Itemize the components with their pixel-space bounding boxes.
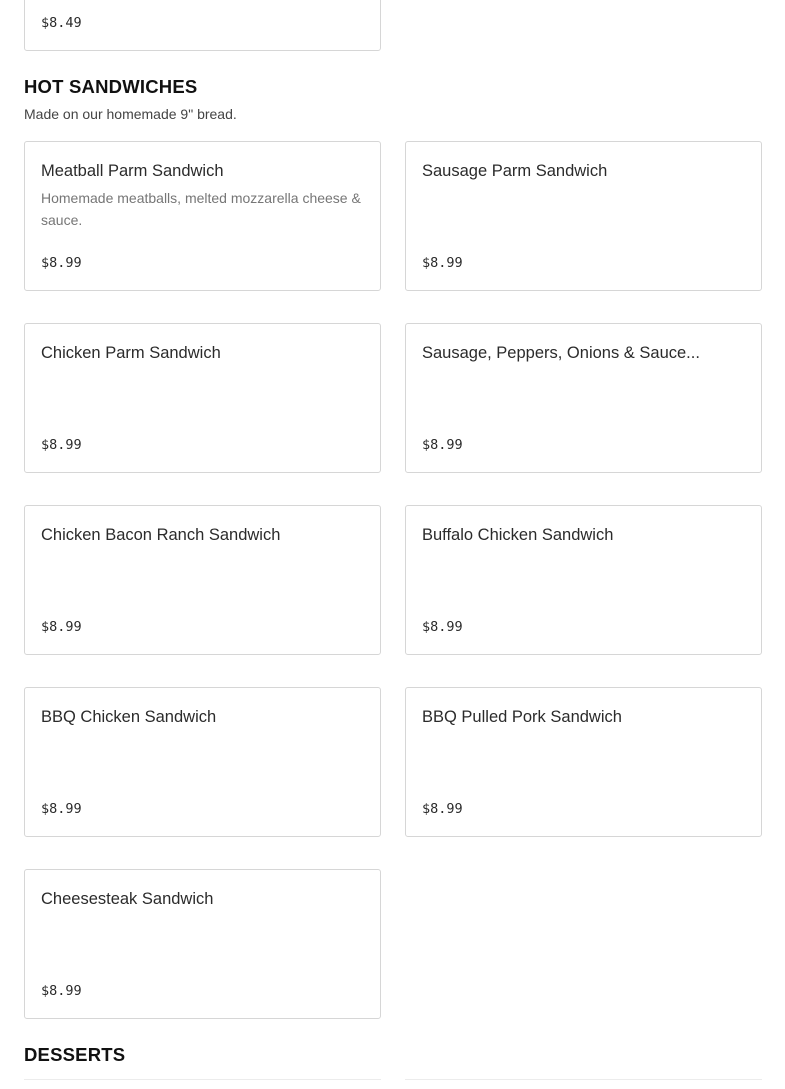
item-name: Meatball Parm Sandwich bbox=[41, 162, 224, 180]
item-name: Sausage, Peppers, Onions & Sauce... bbox=[422, 344, 700, 362]
menu-item-card[interactable] bbox=[24, 687, 381, 837]
item-name: Buffalo Chicken Sandwich bbox=[422, 526, 614, 544]
menu-item-card[interactable] bbox=[405, 505, 762, 655]
menu-item-card[interactable] bbox=[24, 141, 381, 291]
item-price: $8.99 bbox=[41, 983, 82, 999]
section-title-desserts: DESSERTS bbox=[24, 1044, 126, 1065]
item-price: $8.99 bbox=[422, 255, 463, 271]
menu-item-card[interactable] bbox=[405, 687, 762, 837]
item-name: Cheesesteak Sandwich bbox=[41, 890, 214, 908]
item-name: Chicken Bacon Ranch Sandwich bbox=[41, 526, 281, 544]
menu-item-card[interactable] bbox=[405, 141, 762, 291]
menu-item-card[interactable] bbox=[24, 0, 381, 51]
menu-item-card-edge[interactable] bbox=[24, 1079, 381, 1089]
item-price: $8.99 bbox=[41, 255, 82, 271]
item-name: Chicken Parm Sandwich bbox=[41, 344, 221, 362]
menu-item-card[interactable] bbox=[405, 323, 762, 473]
menu-item-card[interactable] bbox=[24, 869, 381, 1019]
item-description: Homemade meatballs, melted mozzarella cheese & sauce. bbox=[41, 190, 361, 228]
section-title-hot-sandwiches: HOT SANDWICHES bbox=[24, 76, 198, 97]
menu-item-card-edge[interactable] bbox=[405, 1079, 762, 1089]
item-price: $8.99 bbox=[422, 437, 463, 453]
item-price: $8.99 bbox=[41, 619, 82, 635]
item-price: $8.99 bbox=[422, 619, 463, 635]
item-name: BBQ Chicken Sandwich bbox=[41, 708, 217, 726]
item-name: BBQ Pulled Pork Sandwich bbox=[422, 708, 622, 726]
menu-item-card[interactable] bbox=[24, 505, 381, 655]
item-price: $8.49 bbox=[41, 15, 82, 31]
menu-item-card[interactable] bbox=[24, 323, 381, 473]
item-price: $8.99 bbox=[41, 437, 82, 453]
item-name: Sausage Parm Sandwich bbox=[422, 162, 608, 180]
item-price: $8.99 bbox=[422, 801, 463, 817]
section-subtitle-hot-sandwiches: Made on our homemade 9" bread. bbox=[24, 106, 237, 122]
item-price: $8.99 bbox=[41, 801, 82, 817]
